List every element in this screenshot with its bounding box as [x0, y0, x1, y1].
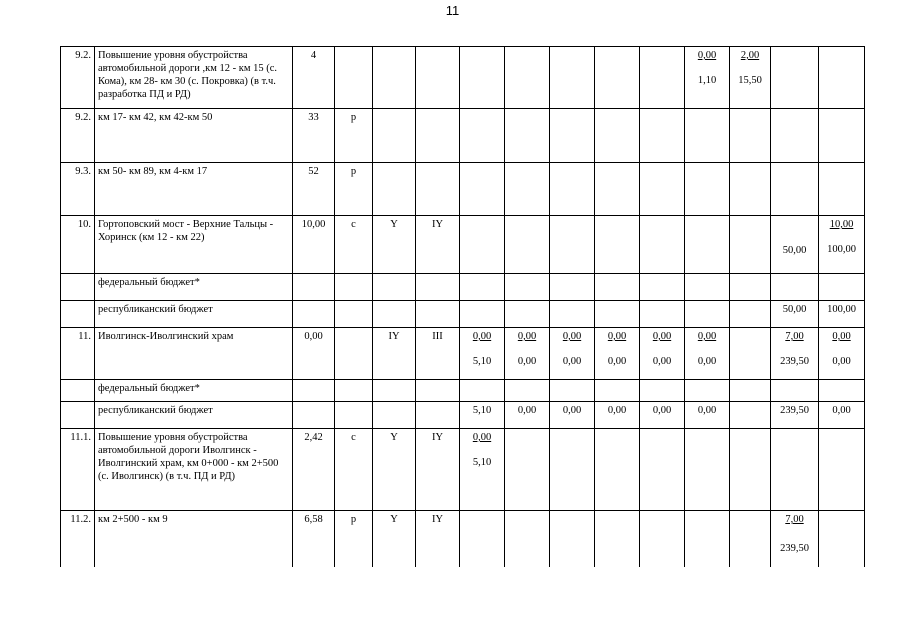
table-row — [61, 216, 865, 274]
road-length: 6,58 — [304, 514, 323, 525]
category-from: Y — [390, 514, 398, 525]
budget-label: республиканский бюджет — [98, 304, 213, 315]
value-cell: 0,00 — [607, 356, 627, 367]
value-cell: 0,00 — [472, 432, 492, 443]
category-to: IY — [431, 432, 444, 443]
road-name: км 50- км 89, км 4-км 17 — [98, 166, 208, 177]
row-number: 9.3. — [75, 166, 91, 177]
table-row — [61, 47, 865, 109]
page-number: 11 — [445, 3, 460, 18]
value-cell: 100,00 — [827, 244, 856, 255]
value-cell: 0,00 — [472, 331, 492, 342]
work-type: с — [351, 432, 356, 443]
table-row — [61, 274, 865, 301]
table-row — [61, 328, 865, 380]
road-length: 52 — [308, 166, 319, 177]
row-number: 11. — [78, 331, 91, 342]
value-cell: 50,00 — [782, 304, 807, 315]
value-cell: 7,00 — [785, 514, 804, 525]
category-to: IY — [431, 219, 444, 230]
road-length: 0,00 — [304, 331, 323, 342]
table-row — [61, 163, 865, 216]
budget-label: республиканский бюджет — [98, 405, 213, 416]
value-cell: 5,10 — [472, 356, 492, 367]
category-from: IY — [388, 331, 400, 342]
table-row — [61, 380, 865, 402]
value-cell: 10,00 — [829, 219, 854, 230]
road-length: 10,00 — [301, 219, 326, 230]
work-type: р — [350, 514, 357, 525]
row-number: 11.1. — [70, 432, 91, 443]
value-cell: 239,50 — [780, 356, 809, 367]
category-to: III — [432, 331, 443, 342]
road-name: км 17- км 42, км 42-км 50 — [98, 112, 213, 123]
value-cell: 5,10 — [472, 457, 492, 468]
value-cell: 239,50 — [780, 405, 809, 416]
value-cell: 50,00 — [782, 245, 807, 256]
budget-label: федеральный бюджет* — [98, 383, 200, 394]
category-from: Y — [390, 219, 398, 230]
road-length: 4 — [310, 50, 317, 61]
road-length: 33 — [308, 112, 319, 123]
value-cell: 0,00 — [607, 331, 627, 342]
table-row — [61, 301, 865, 328]
table-row — [61, 429, 865, 511]
work-type: р — [350, 166, 357, 177]
value-cell: 5,10 — [472, 405, 492, 416]
budget-label: федеральный бюджет* — [98, 277, 200, 288]
value-cell: 0,00 — [832, 331, 851, 342]
value-cell: 0,00 — [697, 405, 717, 416]
value-cell: 15,50 — [738, 75, 762, 86]
table-row — [61, 511, 865, 567]
row-number: 9.2. — [75, 50, 91, 61]
work-type: р — [350, 112, 357, 123]
category-to: IY — [431, 514, 444, 525]
value-cell: 0,00 — [652, 331, 672, 342]
table-row — [61, 109, 865, 163]
value-cell: 0,00 — [832, 356, 851, 367]
category-from: Y — [390, 432, 398, 443]
road-name: км 2+500 - км 9 — [98, 514, 168, 525]
table-row — [61, 402, 865, 429]
value-cell: 7,00 — [785, 331, 804, 342]
value-cell: 100,00 — [827, 304, 856, 315]
road-program-table — [60, 46, 865, 567]
value-cell: 0,00 — [652, 405, 672, 416]
road-length: 2,42 — [304, 432, 323, 443]
value-cell: 0,00 — [607, 405, 627, 416]
value-cell: 1,10 — [697, 75, 717, 86]
value-cell: 0,00 — [697, 356, 717, 367]
row-number: 11.2. — [70, 514, 91, 525]
value-cell: 0,00 — [562, 331, 582, 342]
value-cell: 0,00 — [652, 356, 672, 367]
road-name: Повышение уровня обустройства автомобильной дороги ,км 12 - км 15 (с. Кома), км 28- км 30 (с. Покровка) (в т.ч. разработка ПД и РД) — [98, 50, 278, 100]
row-number: 10. — [77, 219, 91, 230]
value-cell: 0,00 — [697, 331, 717, 342]
value-cell: 0,00 — [517, 356, 537, 367]
value-cell: 0,00 — [517, 331, 537, 342]
value-cell: 239,50 — [780, 543, 809, 554]
value-cell: 0,00 — [562, 405, 582, 416]
value-cell: 2,00 — [740, 50, 760, 61]
row-number: 9.2. — [75, 112, 91, 123]
work-type: с — [351, 219, 356, 230]
value-cell: 0,00 — [832, 405, 851, 416]
road-name: Гортоповский мост - Верхние Тальцы - Хоринск (км 12 - км 22) — [98, 219, 274, 243]
road-name: Повышение уровня обустройства автомобильной дороги Иволгинск - Иволгинский храм, км 0+000 - км 2+500 (с. Иволгинск) (в т.ч. ПД и РД) — [98, 432, 279, 482]
value-cell: 0,00 — [517, 405, 537, 416]
value-cell: 0,00 — [562, 356, 582, 367]
value-cell: 0,00 — [697, 50, 717, 61]
road-name: Иволгинск-Иволгинский храм — [98, 331, 234, 342]
